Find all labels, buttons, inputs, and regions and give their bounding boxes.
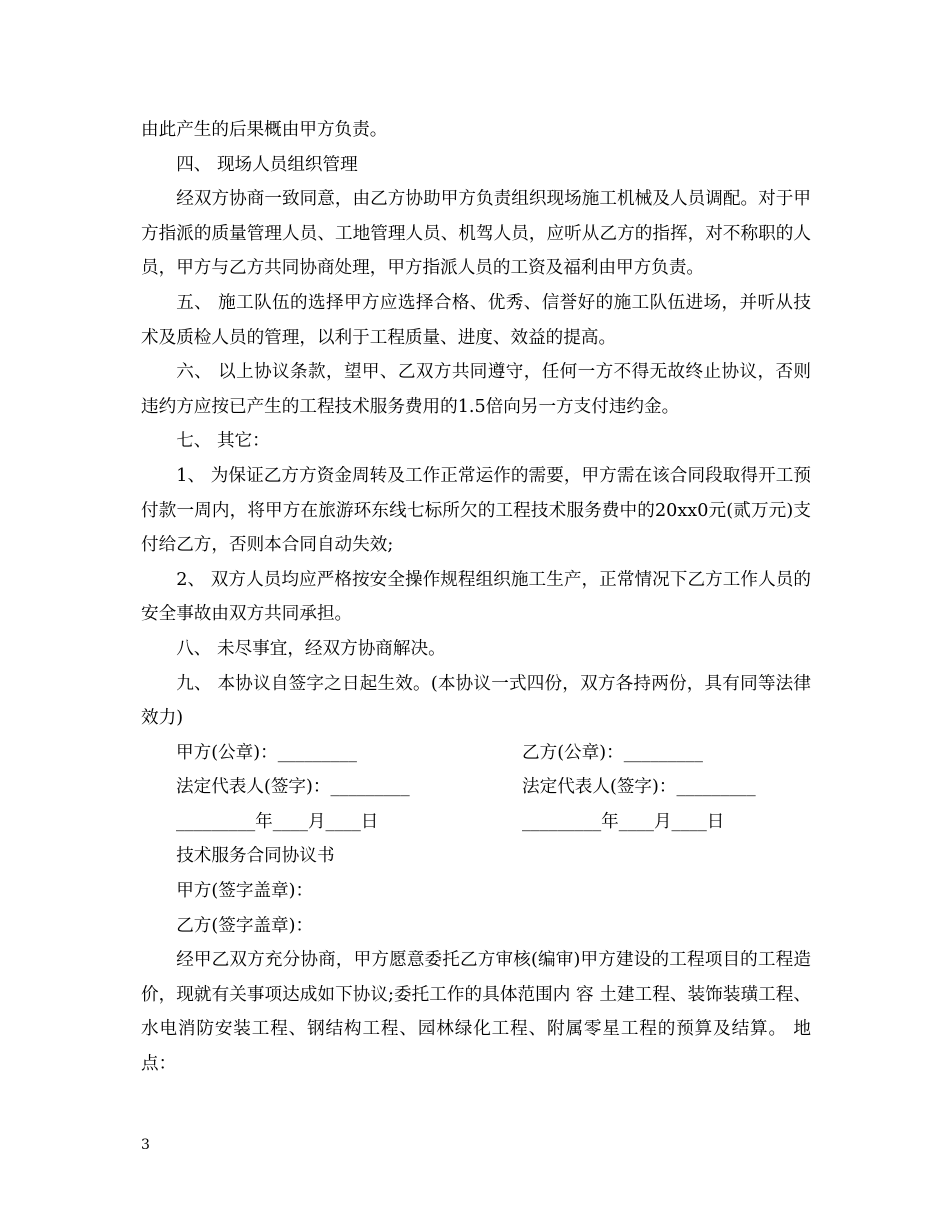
signature-row-seal [141,736,811,771]
party-a-seal-line: 甲方(公章)：_________ [176,742,357,763]
heading-section-4: 四、 现场人员组织管理 [176,154,358,175]
page-number: 3 [141,1137,150,1153]
document-body [141,113,811,1082]
party-b-representative-line: 法定代表人(签字)：_________ [522,777,756,798]
second-agreement-body: 经甲乙双方充分协商，甲方愿意委托乙方审核(编审)甲方建设的工程项目的工程造价，现就有关事项达成如下协议;委托工作的具体范围内 容 土建工程、装饰装璜工程、水电消防安装工程、钢结构工程、园林绿化工程、附属零星工程的预算及结算。 地 点： [141,950,811,1075]
second-agreement-party-a: 甲方(签字盖章)： [176,881,314,902]
paragraph-section-6: 六、 以上协议条款，望甲、乙双方共同遵守，任何一方不得无故终止协议，否则违约方应按已产生的工程技术服务费用的1.5倍向另一方支付违约金。 [141,362,811,417]
paragraph-section-5: 五、 施工队伍的选择甲方应选择合格、优秀、信誉好的施工队伍进场，并听从技术及质检人员的管理，以利于工程质量、进度、效益的提高。 [141,292,811,348]
second-agreement-party-b: 乙方(签字盖章)： [176,915,314,936]
signature-row-representative [141,770,811,805]
party-a-date-line: _________年____月____日 [176,811,379,832]
heading-section-7: 七、 其它： [176,431,270,452]
party-b-date-line: _________年____月____日 [522,811,725,832]
paragraph-item-1: 1、 为保证乙方方资金周转及工作正常运作的需要，甲方需在该合同段取得开工预付款一周内，将甲方在旅游环东线七标所欠的工程技术服务费中的20xx0元(贰万元)支付给乙方，否则本合同自动失效; [141,465,811,556]
second-agreement-title: 技术服务合同协议书 [176,846,335,867]
paragraph-item-2: 2、 双方人员均应严格按安全操作规程组织施工生产，正常情况下乙方工作人员的安全事故由双方共同承担。 [141,569,811,625]
paragraph-section-4: 经双方协商一致同意，由乙方协助甲方负责组织现场施工机械及人员调配。对于甲方指派的质量管理人员、工地管理人员、机驾人员，应听从乙方的指挥，对不称职的人员，甲方与乙方共同协商处理，甲方指派人员的工资及福利由甲方负责。 [141,189,811,279]
signature-row-date [141,805,811,840]
paragraph-section-9: 九、 本协议自签字之日起生效。(本协议一式四份，双方各持两份，具有同等法律效力) [141,673,811,729]
paragraph-consequence: 由此产生的后果概由甲方负责。 [141,120,388,140]
party-a-representative-line: 法定代表人(签字)：_________ [176,777,410,798]
party-b-seal-line: 乙方(公章)：_________ [522,742,703,763]
paragraph-section-8: 八、 未尽事宜，经双方协商解决。 [176,638,446,659]
